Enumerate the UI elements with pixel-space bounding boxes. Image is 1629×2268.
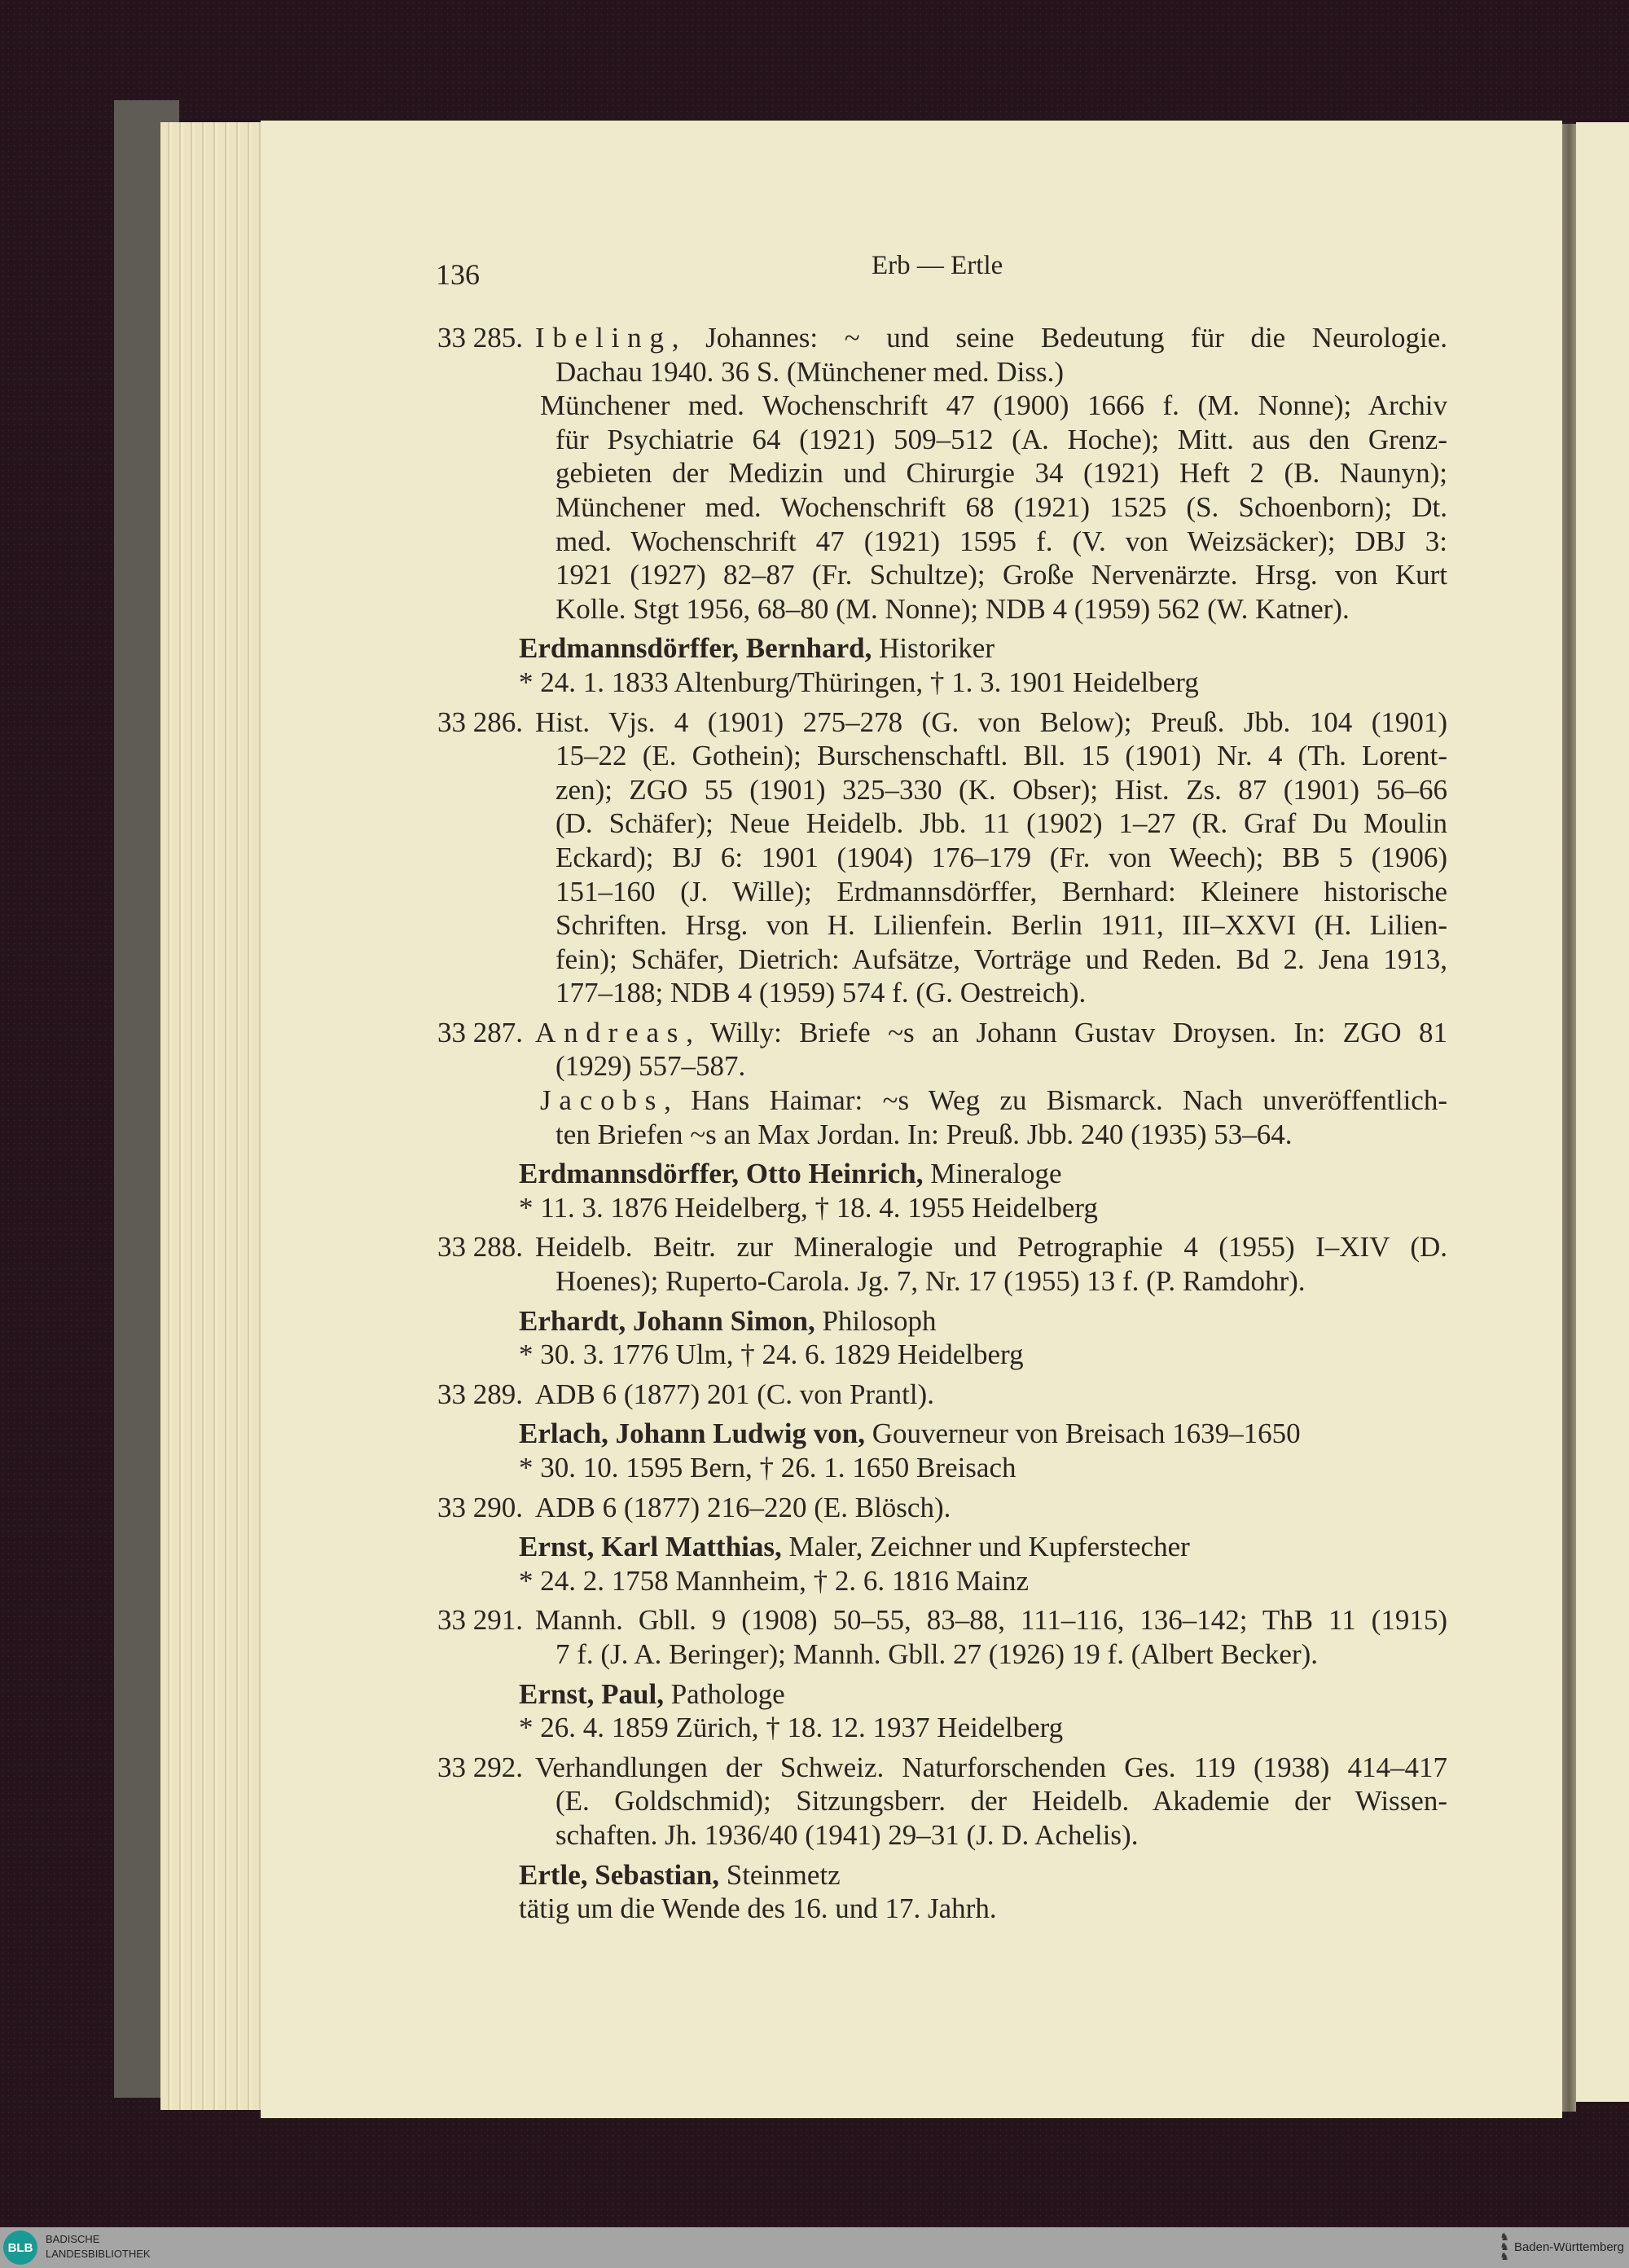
- entry-text-segment: , Johannes: ~ und seine Bedeutung für die Neurologie.: [671, 322, 1447, 354]
- entry-line: [437, 1118, 1447, 1152]
- page-body: [437, 321, 1447, 1926]
- entry-text: [535, 1230, 1447, 1264]
- person-role: Mineraloge: [923, 1158, 1062, 1190]
- person-role: Gouverneur von Breisach 1639–1650: [865, 1418, 1301, 1450]
- person-life-dates: * 24. 1. 1833 Altenburg/Thüringen, † 1. 3. 1901 Heidelberg: [519, 666, 1199, 698]
- entry-number: 33 289.: [437, 1378, 523, 1410]
- facing-page-edge: [1576, 122, 1629, 2102]
- person-life-dates: * 24. 2. 1758 Mannheim, † 2. 6. 1816 Mainz: [519, 1564, 1030, 1597]
- blb-logo-icon[interactable]: [3, 2231, 37, 2265]
- entry-text-segment: Mannh. Gbll. 9 (1908) 50–55, 83–88, 111–116, 136–142; ThB 11 (1915): [535, 1604, 1447, 1637]
- entry-text-segment: med. Wochenschrift 47 (1921) 1595 f. (V. von Weizsäcker); DBJ 3:: [555, 525, 1447, 557]
- bibliography-entry: [437, 705, 1447, 1010]
- entry-line: [437, 943, 1447, 977]
- entry-line: [437, 908, 1447, 943]
- entry-number: 33 287.: [437, 1016, 523, 1048]
- bibliography-entry: [437, 1751, 1447, 1853]
- entry-text-segment: , Hans Haimar: ~s Weg zu Bismarck. Nach unveröffentlich-: [664, 1084, 1447, 1117]
- entry-text-segment: schaften. Jh. 1936/40 (1941) 29–31 (J. D. Achelis).: [555, 1818, 1139, 1851]
- person-life-dates: * 11. 3. 1876 Heidelberg, † 18. 4. 1955 Heidelberg: [519, 1191, 1098, 1224]
- entry-first-line: [437, 1751, 1447, 1785]
- entry-line: [437, 389, 1447, 423]
- entry-text: [535, 1603, 1447, 1637]
- entry-text-segment: 1921 (1927) 82–87 (Fr. Schultze); Große Nervenärzte. Hrsg. von Kurt: [555, 559, 1447, 591]
- page-stack-edges: [160, 122, 262, 2110]
- entry-line: [437, 1264, 1447, 1299]
- person-life-dates: * 30. 10. 1595 Bern, † 26. 1. 1650 Breisach: [519, 1452, 1016, 1483]
- entry-line: [437, 490, 1447, 525]
- person-name: Erlach, Johann Ludwig von,: [519, 1418, 865, 1450]
- author-name: Jacobs: [540, 1084, 665, 1117]
- person-role: Pathologe: [663, 1677, 785, 1710]
- entry-text: [535, 321, 1447, 355]
- author-name: Andreas: [535, 1016, 687, 1048]
- person-name: Ernst, Paul,: [519, 1677, 664, 1710]
- state-label: Baden-Württemberg: [1513, 2239, 1624, 2254]
- entry-text-segment: ADB 6 (1877) 201 (C. von Prantl).: [535, 1378, 934, 1410]
- person-name-line: [437, 631, 1447, 666]
- entry-text-segment: Eckard); BJ 6: 1901 (1904) 176–179 (Fr. von Weech); BB 5 (1906): [555, 841, 1447, 873]
- entry-text-segment: , Willy: Briefe ~s an Johann Gustav Droysen. In: ZGO 81: [686, 1016, 1447, 1048]
- person-name-line: [437, 1304, 1447, 1338]
- entry-first-line: [437, 1491, 1447, 1525]
- entry-first-line: [437, 1230, 1447, 1264]
- page-number: 136: [436, 258, 480, 291]
- bibliography-entry: [437, 321, 1447, 626]
- author-name: Ibeling: [535, 322, 672, 354]
- entry-text-segment: zen); ZGO 55 (1901) 325–330 (K. Obser); Hist. Zs. 87 (1901) 56–66: [555, 773, 1447, 806]
- entry-line: [437, 875, 1447, 909]
- entry-text-segment: Münchener med. Wochenschrift 47 (1900) 1666 f. (M. Nonne); Archiv: [540, 389, 1447, 422]
- person-name-line: [437, 1417, 1447, 1451]
- entry-text: [535, 705, 1447, 740]
- entry-line: [437, 355, 1447, 389]
- person-name: Erhardt, Johann Simon,: [519, 1304, 815, 1337]
- person-role: Maler, Zeichner und Kupferstecher: [781, 1531, 1190, 1563]
- person-life-dates: tätig um die Wende des 16. und 17. Jahrh.: [519, 1892, 997, 1925]
- entry-first-line: [437, 705, 1447, 740]
- entry-text-segment: Hoenes); Ruperto-Carola. Jg. 7, Nr. 17 (1955) 13 f. (P. Ramdohr).: [555, 1265, 1306, 1298]
- entry-line: [437, 841, 1447, 875]
- person-name-line: [437, 1677, 1447, 1712]
- person-heading: [437, 1677, 1447, 1745]
- person-name-line: [437, 1157, 1447, 1191]
- entry-text-segment: Schriften. Hrsg. von H. Lilienfein. Berlin 1911, III–XXVI (H. Lilien-: [555, 909, 1447, 942]
- entry-text-segment: fein); Schäfer, Dietrich: Aufsätze, Vorträge und Reden. Bd 2. Jena 1913,: [555, 943, 1447, 975]
- entry-text-segment: Kolle. Stgt 1956, 68–80 (M. Nonne); NDB 4 (1959) 562 (W. Katner).: [555, 592, 1350, 625]
- person-name: Ernst, Karl Matthias,: [519, 1531, 782, 1563]
- running-head: Erb — Ertle: [872, 251, 1003, 280]
- coat-of-arms-icon: ♞ ♞ ♞: [1499, 2231, 1509, 2262]
- entry-line: [437, 456, 1447, 490]
- entry-line: [437, 976, 1447, 1010]
- entry-text-segment: 15–22 (E. Gothein); Burschenschaftl. Bll. 15 (1901) Nr. 4 (Th. Lorent-: [555, 740, 1447, 772]
- blb-logo-text: BLB: [7, 2240, 33, 2255]
- library-name-line1: BADISCHE: [46, 2233, 100, 2245]
- person-name-line: [437, 1858, 1447, 1892]
- entry-first-line: [437, 1016, 1447, 1050]
- bibliography-entry: [437, 1603, 1447, 1671]
- entry-line: [437, 423, 1447, 457]
- entry-line: [437, 592, 1447, 626]
- footer-bar: [0, 2227, 1629, 2268]
- entry-text: [535, 1491, 1447, 1525]
- entry-text-segment: 151–160 (J. Wille); Erdmannsdörffer, Bernhard: Kleinere historische: [555, 875, 1447, 908]
- baden-wuerttemberg-logo[interactable]: [1499, 2232, 1624, 2261]
- person-name: Erdmannsdörffer, Bernhard,: [519, 632, 872, 665]
- bibliography-entry: [437, 1230, 1447, 1298]
- entry-line: [437, 1637, 1447, 1672]
- person-name: Erdmannsdörffer, Otto Heinrich,: [519, 1158, 924, 1190]
- entry-number: 33 290.: [437, 1491, 523, 1523]
- entry-line: [437, 525, 1447, 559]
- entry-number: 33 291.: [437, 1604, 523, 1637]
- entry-number: 33 288.: [437, 1231, 523, 1264]
- entry-number: 33 286.: [437, 705, 523, 738]
- person-heading: [437, 1417, 1447, 1484]
- person-heading: [437, 1304, 1447, 1372]
- entry-text-segment: Verhandlungen der Schweiz. Naturforschenden Ges. 119 (1938) 414–417: [535, 1751, 1447, 1783]
- entry-text-segment: für Psychiatrie 64 (1921) 509–512 (A. Hoche); Mitt. aus den Grenz-: [555, 423, 1447, 455]
- entry-text: [535, 1751, 1447, 1785]
- entry-text-segment: Dachau 1940. 36 S. (Münchener med. Diss.): [555, 355, 1065, 388]
- entry-text-segment: Münchener med. Wochenschrift 68 (1921) 1525 (S. Schoenborn); Dt.: [555, 490, 1447, 523]
- entry-text-segment: (D. Schäfer); Neue Heidelb. Jbb. 11 (1902) 1–27 (R. Graf Du Moulin: [555, 807, 1447, 840]
- entry-text-segment: Hist. Vjs. 4 (1901) 275–278 (G. von Below); Preuß. Jbb. 104 (1901): [535, 705, 1447, 738]
- person-life-dates: * 30. 3. 1776 Ulm, † 24. 6. 1829 Heidelberg: [519, 1338, 1024, 1371]
- entry-text: [535, 1016, 1447, 1050]
- entry-text-segment: 177–188; NDB 4 (1959) 574 f. (G. Oestreich).: [555, 977, 1087, 1009]
- person-heading: [437, 1530, 1447, 1598]
- bibliography-entry: [437, 1378, 1447, 1412]
- entry-text-segment: ten Briefen ~s an Max Jordan. In: Preuß. Jbb. 240 (1935) 53–64.: [555, 1118, 1293, 1150]
- entry-first-line: [437, 321, 1447, 355]
- person-heading: [437, 1858, 1447, 1926]
- person-heading: [437, 1157, 1447, 1224]
- entry-text-segment: gebieten der Medizin und Chirurgie 34 (1921) Heft 2 (B. Naunyn);: [555, 457, 1447, 490]
- entry-text-segment: ADB 6 (1877) 216–220 (E. Blösch).: [535, 1491, 951, 1523]
- person-role: Historiker: [872, 632, 995, 665]
- entry-number: 33 285.: [437, 322, 523, 354]
- person-name: Ertle, Sebastian,: [519, 1858, 719, 1891]
- entry-line: [437, 1049, 1447, 1083]
- person-life-dates: * 26. 4. 1859 Zürich, † 18. 12. 1937 Heidelberg: [519, 1712, 1064, 1744]
- entry-text-segment: (1929) 557–587.: [555, 1050, 746, 1083]
- person-heading: [437, 631, 1447, 699]
- entry-first-line: [437, 1603, 1447, 1637]
- person-name-line: [437, 1530, 1447, 1564]
- entry-text: [535, 1378, 1447, 1412]
- entry-line: [437, 773, 1447, 807]
- person-role: Steinmetz: [718, 1858, 841, 1891]
- entry-line: [437, 1784, 1447, 1818]
- library-name-line2: LANDESBIBLIOTHEK: [46, 2248, 151, 2260]
- entry-line: [437, 558, 1447, 592]
- person-role: Philosoph: [814, 1304, 937, 1337]
- entry-line: [437, 1083, 1447, 1118]
- book-gutter: [1562, 124, 1576, 2112]
- entry-number: 33 292.: [437, 1751, 523, 1783]
- bibliography-entry: [437, 1491, 1447, 1525]
- bibliography-entry: [437, 1016, 1447, 1151]
- entry-line: [437, 739, 1447, 773]
- entry-line: [437, 807, 1447, 841]
- entry-text-segment: 7 f. (J. A. Beringer); Mannh. Gbll. 27 (1926) 19 f. (Albert Becker).: [555, 1637, 1319, 1670]
- entry-line: [437, 1818, 1447, 1853]
- library-name: [46, 2232, 151, 2261]
- entry-first-line: [437, 1378, 1447, 1412]
- entry-text-segment: (E. Goldschmid); Sitzungsberr. der Heidelb. Akademie der Wissen-: [555, 1785, 1447, 1817]
- entry-text-segment: Heidelb. Beitr. zur Mineralogie und Petrographie 4 (1955) I–XIV (D.: [535, 1231, 1447, 1264]
